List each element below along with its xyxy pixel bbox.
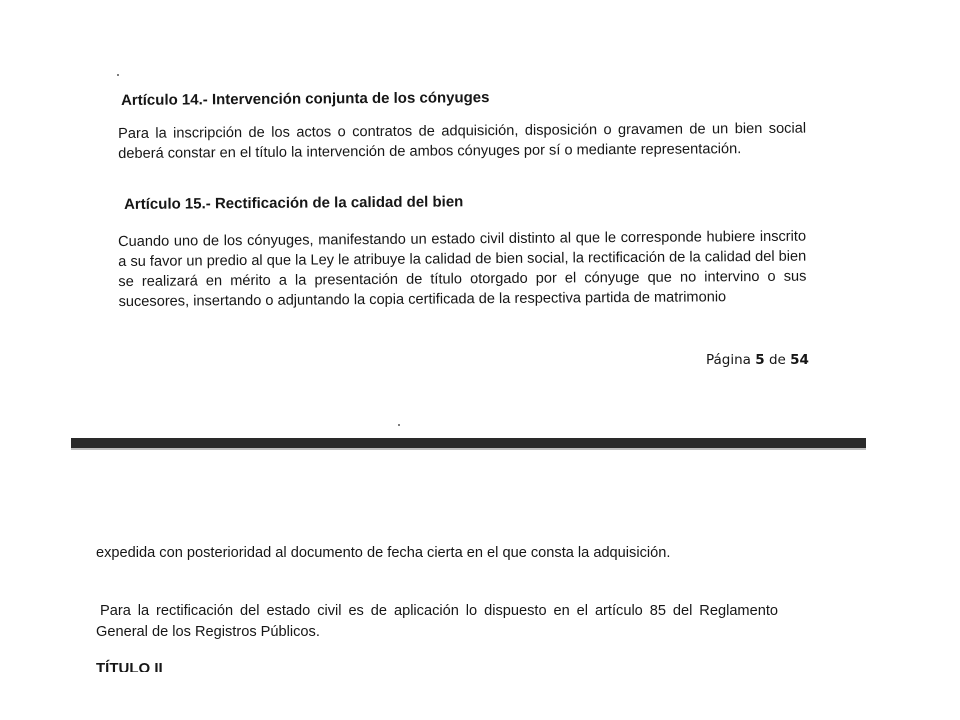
article-15-heading: Artículo 15.- Rectificación de la calidad del bien <box>124 193 464 213</box>
article-14-body: Para la inscripción de los actos o contratos de adquisición, disposición o gravamen de un bien social deberá constar en el título la intervención de ambos cónyuges por sí o mediante representación. <box>118 120 807 162</box>
page-number-separator: de <box>768 352 786 368</box>
page-divider <box>71 438 866 448</box>
page-number-prefix: Página <box>706 352 751 368</box>
next-title: TÍTULO II <box>96 660 163 672</box>
page-number <box>706 352 809 368</box>
continuation-text: expedida con posterioridad al documento de fecha cierta en el que consta la adquisición. <box>96 545 671 561</box>
scan-speck <box>398 424 400 426</box>
article-15-body: Cuando uno de los cónyuges, manifestando un estado civil distinto al que le corresponde hubiere inscrito a su favor un predio al que la Ley le atribuye la calidad de bien social, la rectificación de la calidad del bien se realizará en mérito a la presentación de título otorgado por el cónyuge que no intervino o sus sucesores, insertando o adjuntando la copia certificada de la respectiva partida de matrimonio <box>118 228 807 310</box>
scan-speck <box>117 74 119 76</box>
page-bottom <box>0 450 960 720</box>
page-number-current: 5 <box>755 352 765 368</box>
article-14-heading: Artículo 14.- Intervención conjunta de los cónyuges <box>121 89 490 109</box>
page-number-total: 54 <box>790 352 809 368</box>
rectification-paragraph: Para la rectificación del estado civil es de aplicación lo dispuesto en el artículo 85 del Reglamento General de los Registros Públicos. <box>96 603 778 640</box>
